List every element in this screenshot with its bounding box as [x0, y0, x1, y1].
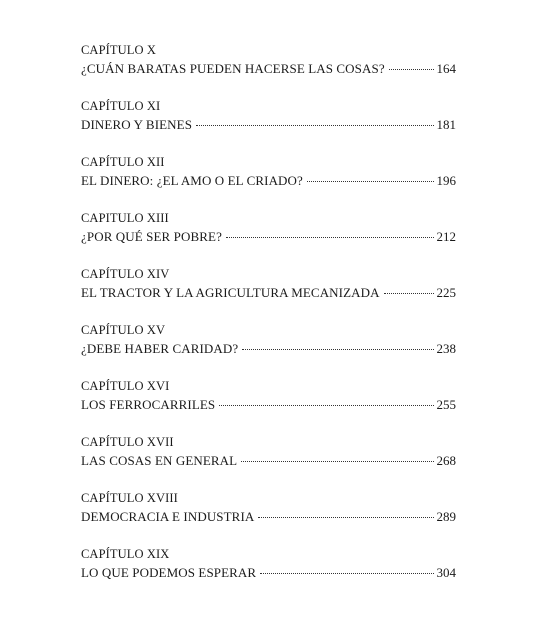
- toc-entry: [81, 98, 456, 154]
- dot-leader: [242, 349, 433, 350]
- toc-entry: [81, 266, 456, 322]
- chapter-title: LOS FERROCARRILES: [81, 397, 216, 412]
- dot-leader: [384, 293, 434, 294]
- chapter-title: DEMOCRACIA E INDUSTRIA: [81, 509, 255, 524]
- chapter-label: CAPÍTULO XVI: [81, 379, 170, 393]
- page-number: 268: [436, 453, 456, 468]
- chapter-title: DINERO Y BIENES: [81, 117, 193, 132]
- toc-line: [81, 451, 456, 471]
- chapter-label: CAPÍTULO XIX: [81, 547, 170, 561]
- dot-leader: [389, 69, 434, 70]
- page-number: 304: [436, 565, 456, 580]
- toc-entry: [81, 434, 456, 490]
- chapter-title: ¿POR QUÉ SER POBRE?: [81, 229, 222, 244]
- toc-line: [81, 283, 456, 303]
- toc-entry: [81, 322, 456, 378]
- toc-line: [81, 59, 456, 79]
- chapter-label: CAPÍTULO XVIII: [81, 491, 178, 505]
- toc-entry: [81, 42, 456, 98]
- dot-leader: [258, 517, 433, 518]
- dot-leader: [307, 181, 434, 182]
- chapter-title: EL DINERO: ¿EL AMO O EL CRIADO?: [81, 173, 303, 188]
- chapter-title: ¿DEBE HABER CARIDAD?: [81, 341, 239, 356]
- page-number: 225: [436, 285, 456, 300]
- page-number: 212: [436, 229, 456, 244]
- toc-entry: [81, 154, 456, 210]
- chapter-label: CAPÍTULO XVII: [81, 435, 174, 449]
- dot-leader: [219, 405, 433, 406]
- chapter-label: CAPÍTULO XI: [81, 99, 161, 113]
- page-number: 164: [436, 61, 456, 76]
- dot-leader: [196, 125, 433, 126]
- chapter-title: LAS COSAS EN GENERAL: [81, 453, 238, 468]
- toc-line: [81, 115, 456, 135]
- toc-entry: [81, 490, 456, 546]
- dot-leader: [241, 461, 433, 462]
- toc-line: [81, 395, 456, 415]
- page-number: 196: [436, 173, 456, 188]
- toc-line: [81, 339, 456, 359]
- page-number: 255: [436, 397, 456, 412]
- chapter-label: CAPÍTULO X: [81, 43, 156, 57]
- toc-entry: [81, 210, 456, 266]
- chapter-label: CAPITULO XIII: [81, 211, 169, 225]
- toc-entry: [81, 546, 456, 602]
- table-of-contents: [81, 42, 456, 602]
- page-number: 238: [436, 341, 456, 356]
- page-number: 181: [436, 117, 456, 132]
- chapter-label: CAPÍTULO XII: [81, 155, 165, 169]
- toc-line: [81, 563, 456, 583]
- dot-leader: [226, 237, 434, 238]
- page-number: 289: [436, 509, 456, 524]
- chapter-title: ¿CUÁN BARATAS PUEDEN HACERSE LAS COSAS?: [81, 61, 385, 76]
- toc-entry: [81, 378, 456, 434]
- dot-leader: [260, 573, 433, 574]
- chapter-title: EL TRACTOR Y LA AGRICULTURA MECANIZADA: [81, 285, 380, 300]
- toc-line: [81, 227, 456, 247]
- chapter-label: CAPÍTULO XV: [81, 323, 166, 337]
- chapter-title: LO QUE PODEMOS ESPERAR: [81, 565, 257, 580]
- toc-line: [81, 507, 456, 527]
- chapter-label: CAPÍTULO XIV: [81, 267, 170, 281]
- toc-line: [81, 171, 456, 191]
